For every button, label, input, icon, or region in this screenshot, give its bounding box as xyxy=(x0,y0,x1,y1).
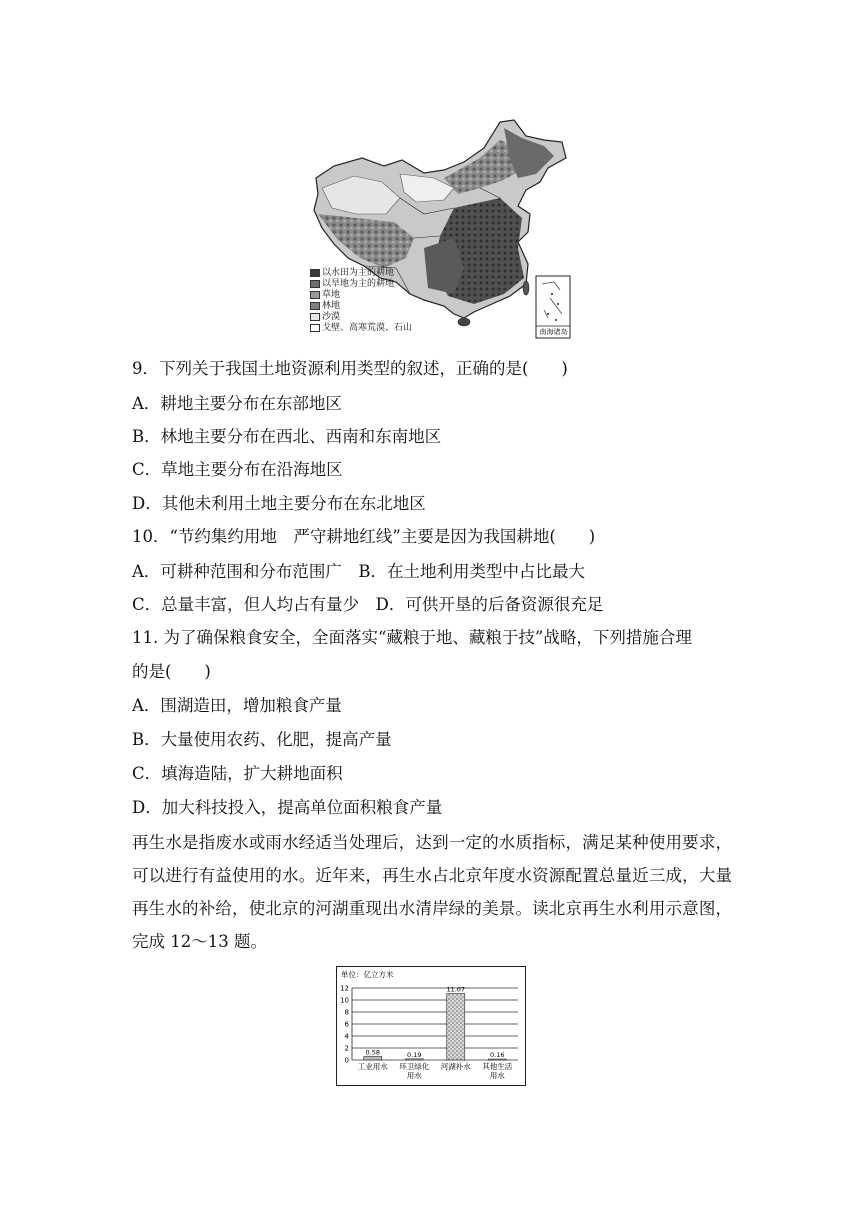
legend-item xyxy=(310,290,340,301)
legend-swatch xyxy=(310,291,320,299)
bar-value-label: 0.58 xyxy=(365,1048,380,1057)
question-11-option-a: A．围湖造田，增加粮食产量 xyxy=(132,696,342,715)
bar-value-label: 0.19 xyxy=(407,1050,422,1059)
legend-item xyxy=(310,279,394,290)
x-category-label: 工业用水 xyxy=(357,1062,388,1071)
reclaimed-water-passage: 再生水是指废水或雨水经适当处理后，达到一定的水质指标，满足某种使用要求，可以进行有益使用的水。近年来，再生水占北京年度水资源配置总量近三成，大量再生水的补给，使北京的河湖重现出水清岸绿的美景。读北京再生水利用示意图，完成 12～13 题。 xyxy=(132,833,732,951)
y-tick-label: 10 xyxy=(340,996,349,1005)
question-9-option-d: D．其他未利用土地主要分布在东北地区 xyxy=(132,494,426,513)
map-legend xyxy=(310,268,440,338)
legend-swatch xyxy=(310,269,320,277)
question-10-options-cd: C．总量丰富，但人均占有量少 D．可供开垦的后备资源很充足 xyxy=(132,595,604,614)
question-9-stem: 9．下列关于我国土地资源利用类型的叙述，正确的是( ) xyxy=(132,359,568,378)
question-10-options-ab: A．可耕种范围和分布范围广 B．在土地利用类型中占比最大 xyxy=(132,562,586,581)
legend-label: 草地 xyxy=(322,290,341,300)
y-tick-label: 12 xyxy=(340,984,349,993)
bar-chart-svg xyxy=(336,966,526,1086)
question-11-stem-line2: 的是( ) xyxy=(132,662,211,681)
bar-value-label: 11.07 xyxy=(446,985,466,994)
legend-swatch xyxy=(310,280,320,288)
legend-label: 以旱地为主的耕地 xyxy=(322,279,395,289)
bar xyxy=(405,1059,423,1060)
legend-item xyxy=(310,268,394,279)
y-tick-label: 6 xyxy=(344,1020,349,1029)
y-tick-label: 0 xyxy=(344,1056,349,1065)
bar xyxy=(488,1059,506,1060)
legend-item xyxy=(310,312,340,323)
question-11-stem-line1: 11. 为了确保粮食安全，全面落实“藏粮于地、藏粮于技”战略，下列措施合理 xyxy=(132,628,692,647)
question-10-stem: 10．“节约集约用地 严守耕地红线”主要是因为我国耕地( ) xyxy=(132,527,596,546)
legend-item xyxy=(310,301,340,312)
legend-label: 林地 xyxy=(322,301,341,311)
legend-item xyxy=(310,323,412,334)
land-use-map-figure xyxy=(304,118,574,340)
y-tick-label: 4 xyxy=(344,1032,349,1041)
bar xyxy=(447,994,465,1060)
legend-swatch xyxy=(310,324,320,332)
x-category-label: 环卫绿化 xyxy=(399,1062,430,1071)
question-9-option-c: C．草地主要分布在沿海地区 xyxy=(132,460,343,479)
legend-label: 戈壁、高寒荒漠、石山 xyxy=(322,323,413,333)
x-category-label: 河湖补水 xyxy=(440,1062,471,1071)
legend-swatch xyxy=(310,313,320,321)
x-category-label: 用水 xyxy=(406,1071,422,1080)
y-tick-label: 8 xyxy=(344,1008,349,1017)
y-tick-label: 2 xyxy=(344,1044,349,1053)
bar xyxy=(364,1057,382,1060)
legend-label: 以水田为主的耕地 xyxy=(322,268,395,278)
question-9-option-b: B．林地主要分布在西北、西南和东南地区 xyxy=(132,427,442,446)
question-9-option-a: A．耕地主要分布在东部地区 xyxy=(132,394,342,413)
chart-unit-label: 单位：亿立方米 xyxy=(341,970,394,979)
question-11-option-c: C．填海造陆，扩大耕地面积 xyxy=(132,764,343,783)
legend-swatch xyxy=(310,302,320,310)
x-category-label: 用水 xyxy=(489,1071,505,1080)
question-11-option-d: D．加大科技投入，提高单位面积粮食产量 xyxy=(132,798,443,817)
question-11-option-b: B．大量使用农药、化肥，提高产量 xyxy=(132,730,392,749)
x-category-label: 其他生活 xyxy=(482,1062,513,1071)
bar-value-label: 0.16 xyxy=(490,1051,505,1060)
inset-label: 南海诸岛 xyxy=(539,328,568,336)
legend-label: 沙漠 xyxy=(322,312,341,322)
reclaimed-water-chart xyxy=(336,966,526,1086)
